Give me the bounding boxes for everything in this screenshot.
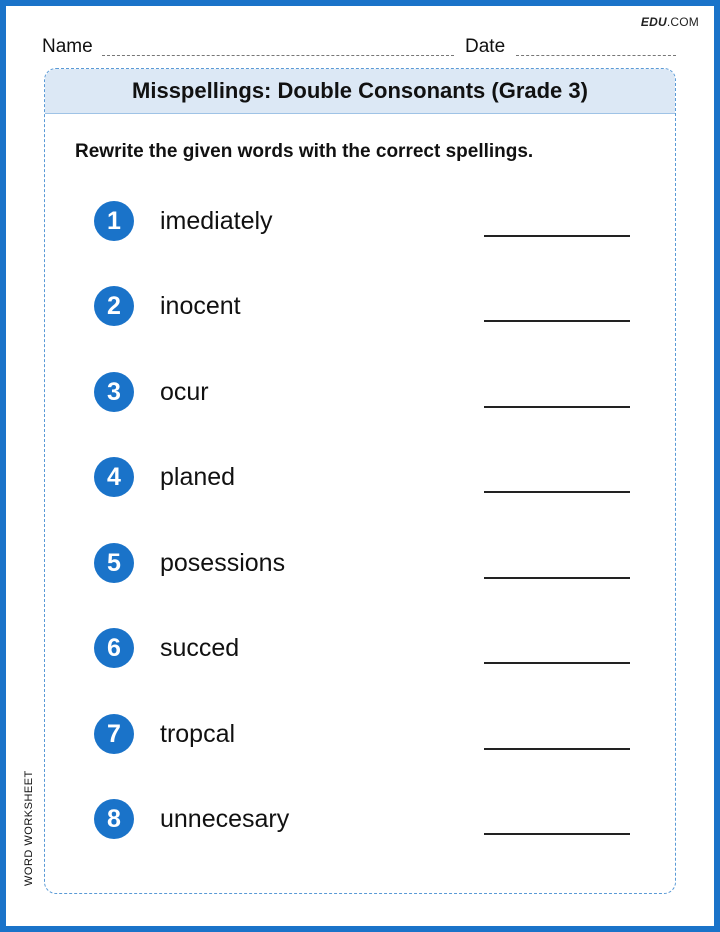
list-item <box>45 457 675 501</box>
misspelled-word: succed <box>160 634 240 662</box>
list-item <box>45 286 675 330</box>
list-item <box>45 543 675 587</box>
list-item <box>45 799 675 843</box>
misspelled-word: inocent <box>160 292 241 320</box>
number-badge: 8 <box>94 799 134 839</box>
brand-logo-bold: EDU <box>640 15 667 29</box>
brand-logo <box>641 15 699 29</box>
date-field[interactable] <box>516 55 676 56</box>
answer-line[interactable] <box>484 833 630 835</box>
misspelled-word: planed <box>160 463 236 491</box>
answer-line[interactable] <box>484 235 630 237</box>
misspelled-word: posessions <box>160 549 286 577</box>
list-item <box>45 714 675 758</box>
worksheet-title: Misspellings: Double Consonants (Grade 3) <box>132 78 588 103</box>
brand-logo-rest: .COM <box>666 15 699 29</box>
instruction-text: Rewrite the given words with the correct spellings. <box>75 141 534 162</box>
number-badge: 3 <box>94 372 134 412</box>
answer-line[interactable] <box>484 748 630 750</box>
list-item <box>45 628 675 672</box>
misspelled-word: unnecesary <box>160 805 290 833</box>
date-label: Date <box>465 36 506 57</box>
number-badge: 7 <box>94 714 134 754</box>
number-badge: 4 <box>94 457 134 497</box>
answer-line[interactable] <box>484 320 630 322</box>
answer-line[interactable] <box>484 577 630 579</box>
list-item <box>45 201 675 245</box>
number-badge: 5 <box>94 543 134 583</box>
title-bar <box>45 69 675 114</box>
number-badge: 1 <box>94 201 134 241</box>
answer-line[interactable] <box>484 406 630 408</box>
misspelled-word: tropcal <box>160 720 236 748</box>
answer-line[interactable] <box>484 491 630 493</box>
number-badge: 2 <box>94 286 134 326</box>
misspelled-word: imediately <box>160 207 273 235</box>
misspelled-word: ocur <box>160 378 209 406</box>
answer-line[interactable] <box>484 662 630 664</box>
side-label: WORD WORKSHEET <box>23 770 35 886</box>
worksheet-box <box>44 68 676 894</box>
number-badge: 6 <box>94 628 134 668</box>
name-date-row <box>42 36 676 58</box>
name-label: Name <box>42 36 93 57</box>
name-field[interactable] <box>102 55 454 56</box>
list-item <box>45 372 675 416</box>
